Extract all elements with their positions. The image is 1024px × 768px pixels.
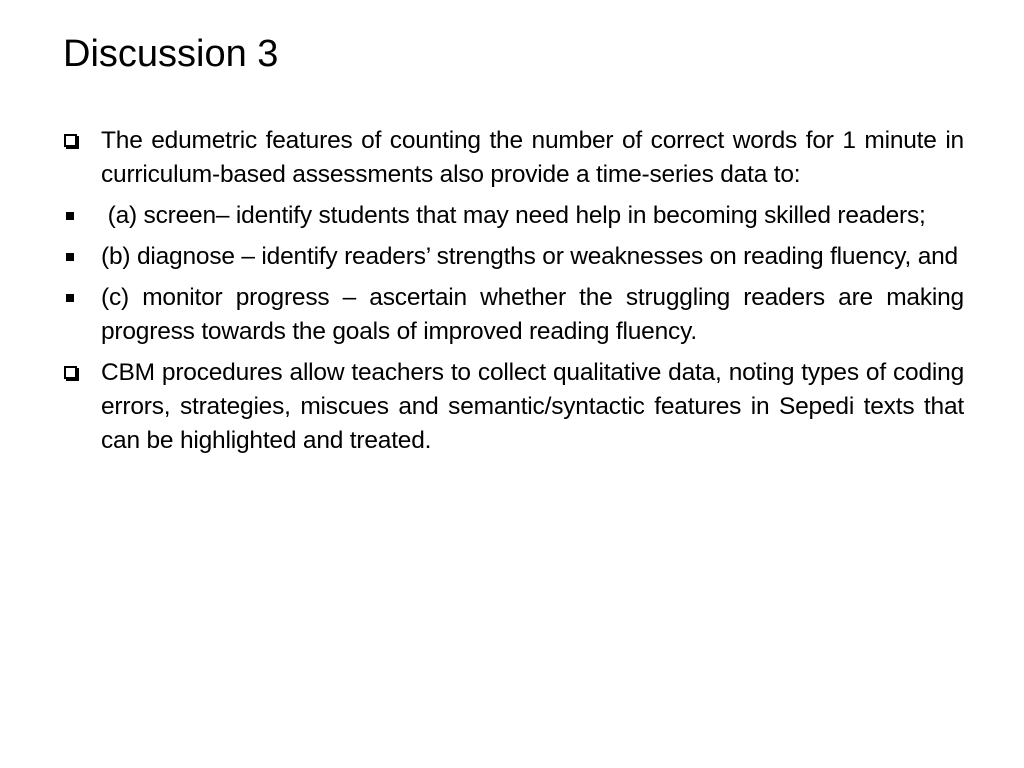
bullet-item [62,281,964,349]
slide-title: Discussion 3 [63,33,279,75]
checkbox-icon [62,124,86,158]
bullet-item [62,124,964,192]
bullet-item [62,199,964,233]
bullet-item [62,240,964,274]
bullet-text: (a) screen– identify students that may need help in becoming skilled readers; [101,202,926,229]
bullet-text: CBM procedures allow teachers to collect qualitative data, noting types of coding errors, strategies, miscues and semantic/syntactic features in Sepedi texts that can be highlighted and treated. [101,359,964,454]
bullet-text: (b) diagnose – identify readers’ strengths or weaknesses on reading fluency, and [101,243,958,270]
bullet-text: The edumetric features of counting the number of correct words for 1 minute in curriculum-based assessments also provide a time-series data to: [101,127,964,188]
checkbox-icon [62,356,86,390]
square-bullet-icon [62,240,86,274]
square-bullet-icon [62,199,86,233]
square-bullet-icon [62,281,86,315]
bullet-text: (c) monitor progress – ascertain whether the struggling readers are making progress towards the goals of improved reading fluency. [101,284,964,345]
bullet-item [62,356,964,458]
bullet-list [62,124,964,465]
